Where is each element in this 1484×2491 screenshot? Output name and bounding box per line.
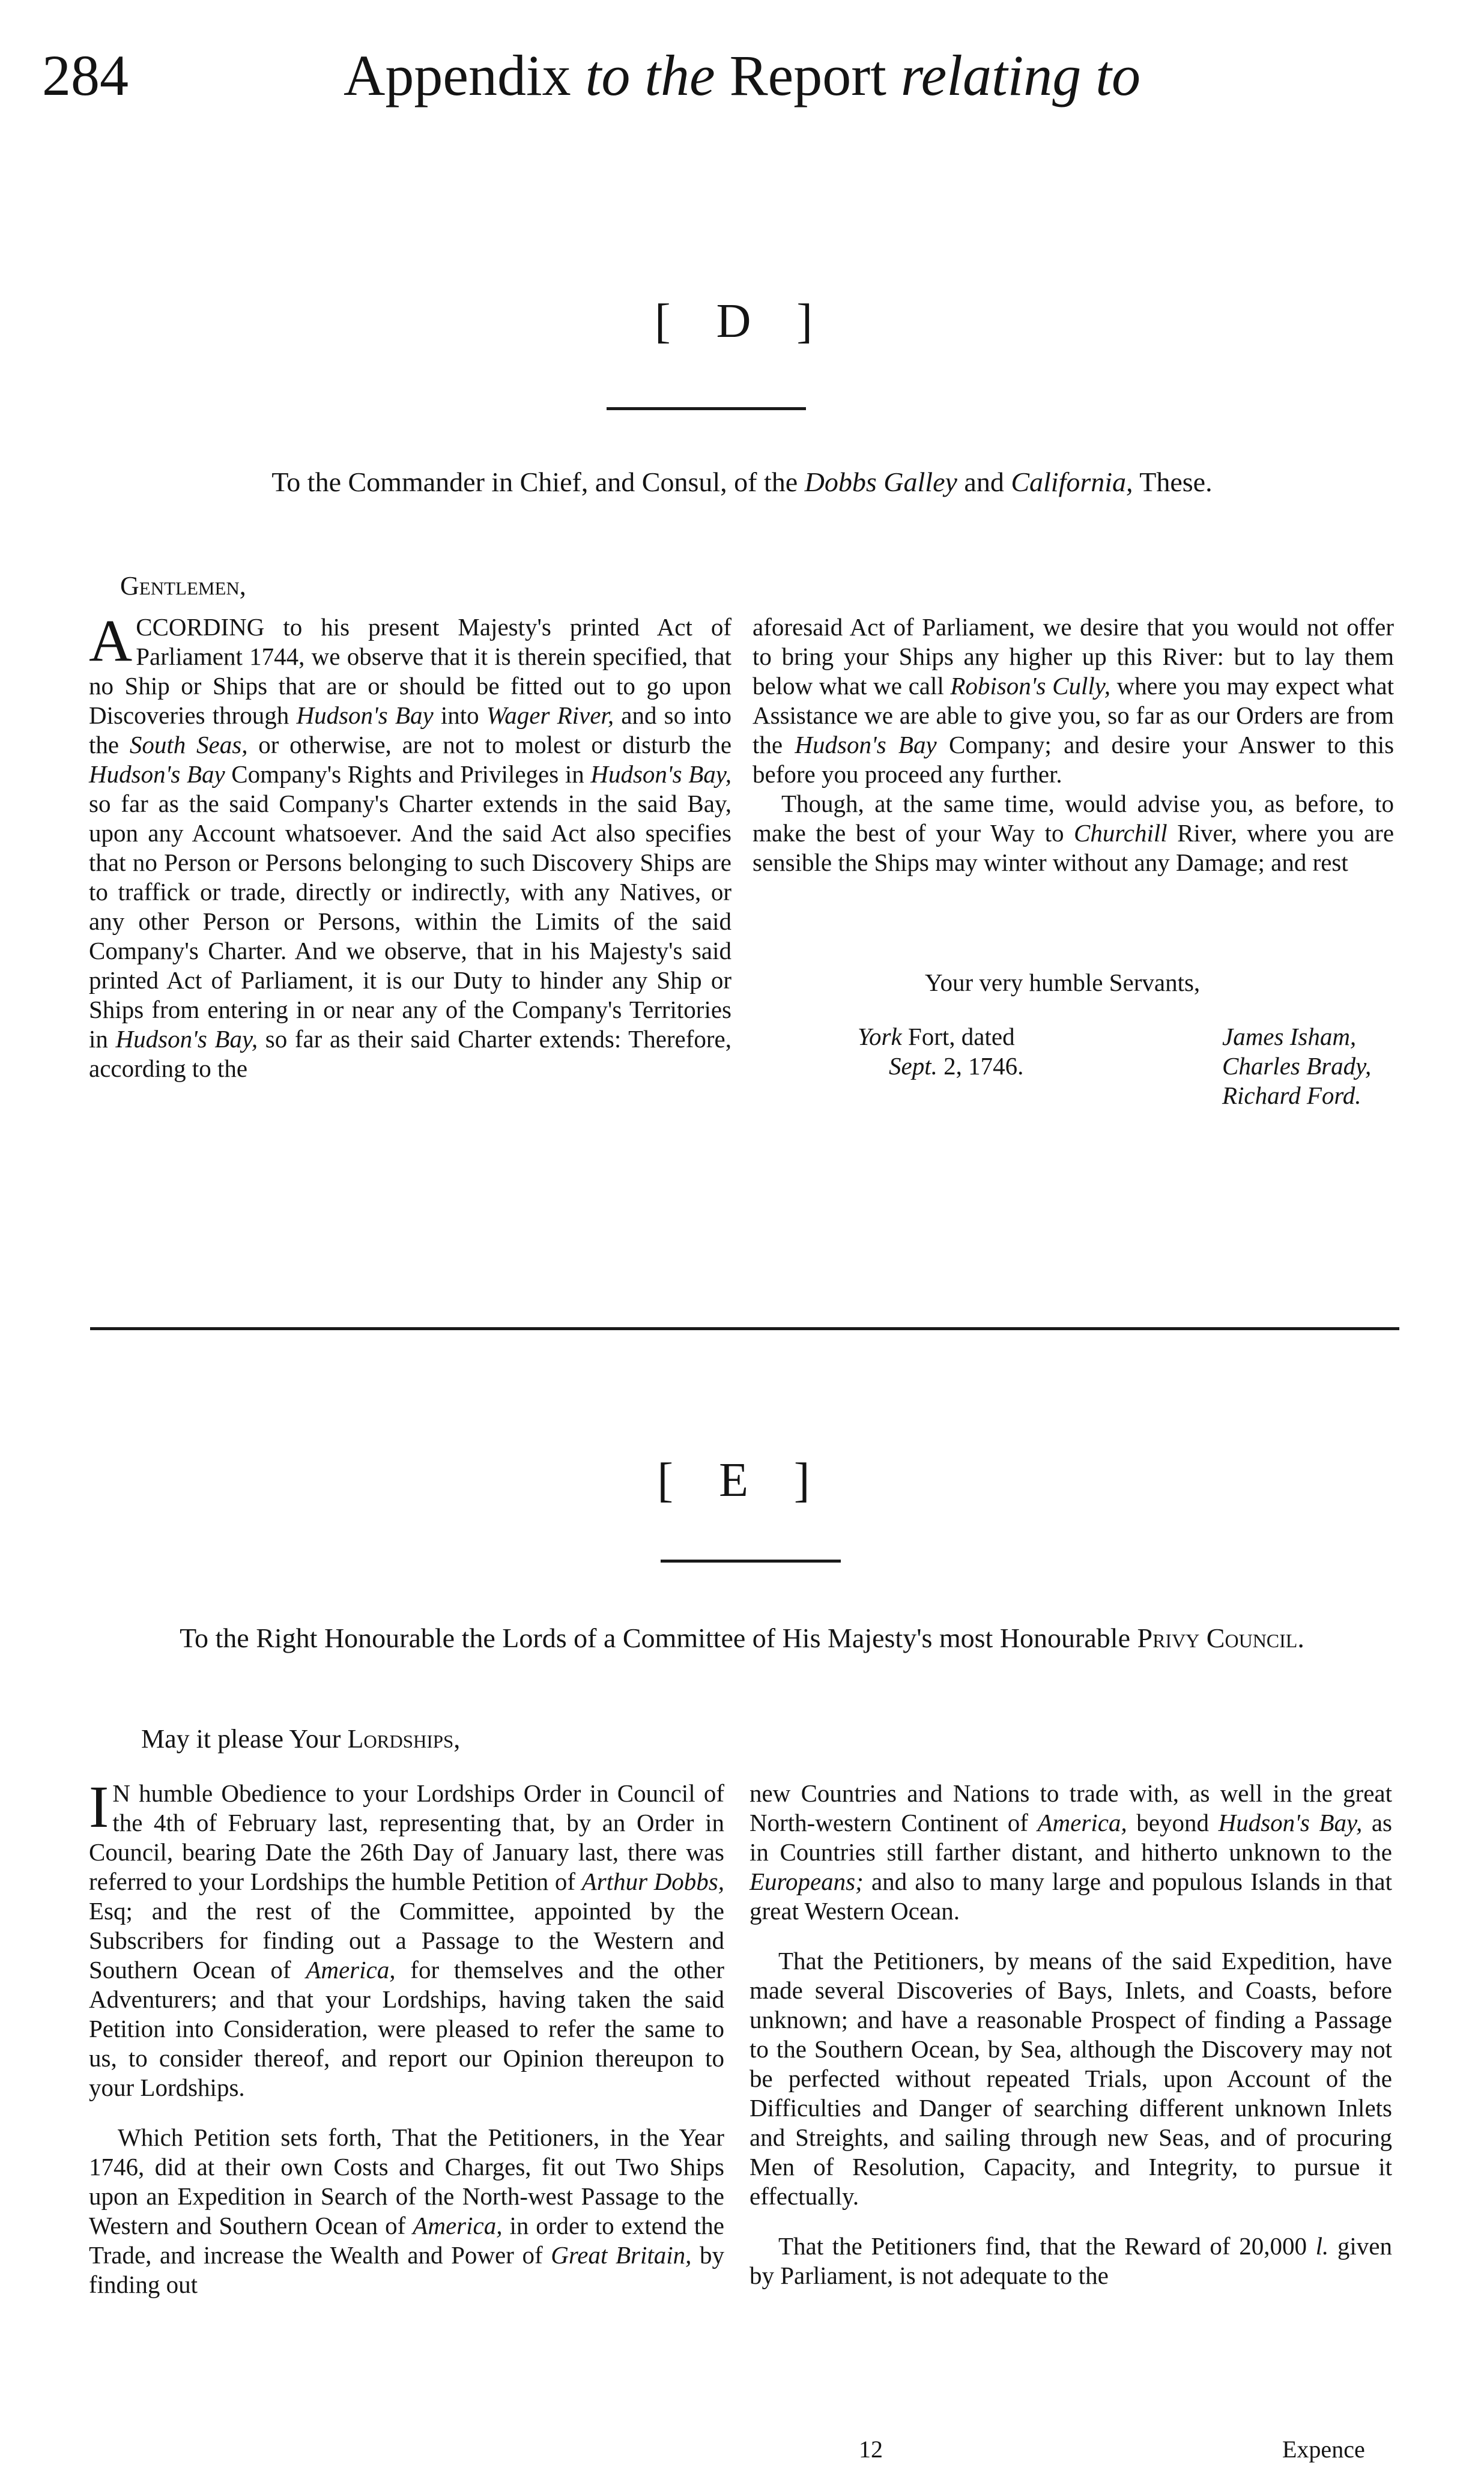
catchword: Expence: [1282, 2436, 1365, 2463]
section-e-address: [0, 1621, 1484, 1654]
section-e-dropcap: I: [89, 1773, 109, 1840]
text-run: so far as their said Charter extends: Therefore, according to the: [89, 1025, 731, 1082]
text-run: new Countries and Nations to trade with, as well in the great North-western Continent of: [750, 1779, 1392, 1836]
text-run: Which Petition sets forth, That the Petitioners, in the Year 1746, did at their own Costs and Charges, fit out Two Ships upon an Expedition in Search of the North-west Passage to the Western and Southern Ocean of: [89, 2123, 724, 2239]
signer-1: James Isham,: [1222, 1023, 1357, 1050]
text-run-italic: Churchill: [1073, 819, 1168, 847]
text-run-italic: Hudson's Bay,: [1218, 1809, 1363, 1836]
text-run-italic: Wager River,: [486, 701, 614, 729]
salutation-smallcaps: Lordships,: [347, 1724, 461, 1754]
section-divider: [90, 1327, 1399, 1330]
text-run: by finding out: [89, 2241, 725, 2298]
section-e-rule: [661, 1560, 841, 1563]
text-run: given by Parliament, is not adequate to the: [750, 2232, 1392, 2289]
section-d-left-paragraph: [89, 607, 732, 1083]
place-italic: York: [858, 1023, 902, 1050]
section-e-salutation: [141, 1724, 460, 1754]
text-run: into: [440, 701, 479, 729]
section-d-rule: [607, 407, 806, 410]
section-e-left-column: [89, 1773, 725, 2299]
text-run: River, where you are sensible the Ships may winter without any Damage; and rest: [753, 819, 1395, 876]
section-d-address-and: and: [964, 467, 1004, 497]
section-e-right-paragraph-2: That the Petitioners, by means of the said Expedition, have made several Discoveries of Bays, Inlets, and Coasts, before unknown; and have a reasonable Prospect of finding a Passage to the Southern Ocean, by Sea, although the Discovery may not be perfected without repeated Trials, upon Account of the Difficulties and Danger of searching different unknown Inlets and Streights, and sailing through new Seas, and of procuring Men of Resolution, Capacity, and Integrity, to pursue it effectually.: [750, 1947, 1392, 2210]
text-run: as in Countries still farther distant, and hitherto unknown to the: [750, 1809, 1392, 1866]
text-run-italic: Arthur Dobbs,: [581, 1868, 725, 1895]
section-e-left-paragraph-1: [89, 1773, 725, 2102]
text-run: and also to many large and populous Islands in that great Western Ocean.: [750, 1868, 1392, 1925]
section-d-address: [0, 465, 1484, 498]
section-d-address-ship1: Dobbs Galley: [804, 467, 957, 497]
running-head-part4: relating to: [900, 43, 1140, 107]
text-run: for themselves and the other Adventurers; and that your Lordships, having taken the said Petition into Consideration, were pleased to refer the same to us, to consider thereof, and report our Opinion thereupon to your Lordships.: [89, 1956, 725, 2101]
text-run-italic: Hudson's Bay: [89, 760, 225, 788]
section-d-address-pre: To the Commander in Chief, and Consul, of the: [271, 467, 798, 497]
page-number: 284: [42, 43, 129, 107]
section-d-address-post: These.: [1139, 467, 1213, 497]
text-run-italic: Robison's Cully,: [950, 672, 1110, 700]
text-run: beyond: [1136, 1809, 1209, 1836]
section-d-left-column: [89, 607, 732, 1083]
section-d-closing: Your very humble Servants,: [925, 969, 1201, 996]
text-run: Esq; and the rest of the Committee, appointed by the Subscribers for finding out a Passage to the Western and Southern Ocean of: [89, 1897, 724, 1984]
signer-3: Richard Ford.: [1222, 1082, 1361, 1109]
running-head-part1: Appendix: [344, 43, 571, 107]
text-run: in order to extend the Trade, and increase the Wealth and Power of: [89, 2212, 724, 2269]
text-run: That the Petitioners find, that the Reward of 20,000: [778, 2232, 1307, 2260]
section-d-salutation: Gentlemen,: [120, 571, 246, 601]
section-d-date-line: [889, 1052, 1023, 1081]
running-head-part2: to the: [585, 43, 715, 107]
text-run: and so into the: [89, 701, 732, 758]
section-d-right-column: [753, 613, 1394, 877]
section-e-right-paragraph-3: [750, 2232, 1392, 2290]
date-text: 2, 1746.: [943, 1052, 1024, 1080]
section-e-address-pre: To the Right Honourable the Lords of a Committee of His Majesty's most Honourable: [180, 1623, 1130, 1653]
section-d-signatories: [1222, 1022, 1371, 1110]
text-run-italic: Great Britain,: [551, 2241, 692, 2269]
text-run: Company; and desire your Answer to this before you proceed any further.: [753, 731, 1395, 788]
section-d-right-paragraph-1: [753, 613, 1394, 789]
section-e-address-privy-council: Privy Council.: [1137, 1623, 1304, 1653]
text-run-italic: South Seas,: [129, 731, 248, 758]
section-e-mark: [ E ]: [657, 1454, 827, 1507]
text-run: aforesaid Act of Parliament, we desire that you would not offer to bring your Ships any higher up this River: but to lay them below what we call: [753, 613, 1394, 700]
text-run: so far as the said Company's Charter extends in the said Bay, upon any Account whatsoever. And the said Act also specifies that no Person or Persons belonging to such Discovery Ships are to traffick or trade, directly or indirectly, with any Natives, or any other Person or Persons, within the Limits of the said Company's Charter. And we observe, that in his Majesty's said printed Act of Parliament, it is our Duty to hinder any Ship or Ships from entering in or near any of the Company's Territories in: [89, 790, 731, 1053]
signature-mark: 12: [859, 2436, 883, 2463]
text-run: Company's Rights and Privileges in: [231, 760, 584, 788]
text-run-italic: Hudson's Bay,: [590, 760, 731, 788]
date-italic: Sept.: [889, 1052, 937, 1080]
text-run-italic: Hudson's Bay: [795, 731, 937, 758]
section-d-place-line: [858, 1022, 1015, 1052]
text-run: N humble Obedience to your Lordships Order in Council of the 4th of February last, representing that, by an Order in Council, bearing Date the 26th Day of January last, there was referred to your Lordships the humble Petition of: [89, 1779, 724, 1895]
text-run-italic: America,: [413, 2212, 503, 2239]
section-d-dropcap: A: [89, 607, 133, 674]
running-head-part3: Report: [729, 43, 886, 107]
salutation-text: May it please Your: [141, 1724, 341, 1754]
text-run-italic: Hudson's Bay,: [115, 1025, 258, 1053]
text-run: where you may expect what Assistance we are able to give you, so far as our Orders are from the: [753, 672, 1395, 758]
text-run: or otherwise, are not to molest or disturb the: [258, 731, 732, 758]
section-d-address-ship2: California,: [1011, 467, 1133, 497]
section-e-right-paragraph-1: [750, 1779, 1392, 1926]
text-run: CCORDING to his present Majesty's printed Act of Parliament 1744, we observe that it is therein specified, that no Ship or Ships that are or should be fitted out to go upon Discoveries through: [89, 613, 731, 729]
section-d-right-paragraph-2: [753, 789, 1394, 877]
text-run: Though, at the same time, would advise you, as before, to make the best of your Way to: [753, 790, 1394, 847]
running-head: [0, 43, 1484, 107]
text-run-italic: Europeans;: [750, 1868, 864, 1895]
section-d-mark: [ D ]: [654, 295, 830, 348]
section-e-right-column: [750, 1779, 1392, 2290]
signer-2: Charles Brady,: [1222, 1052, 1372, 1080]
text-run-italic: America,: [1037, 1809, 1127, 1836]
text-run-italic: l.: [1315, 2232, 1329, 2260]
place-text: Fort, dated: [907, 1023, 1015, 1050]
section-e-left-paragraph-2: [89, 2123, 724, 2299]
text-run-italic: Hudson's Bay: [296, 701, 434, 729]
text-run-italic: America,: [306, 1956, 396, 1984]
